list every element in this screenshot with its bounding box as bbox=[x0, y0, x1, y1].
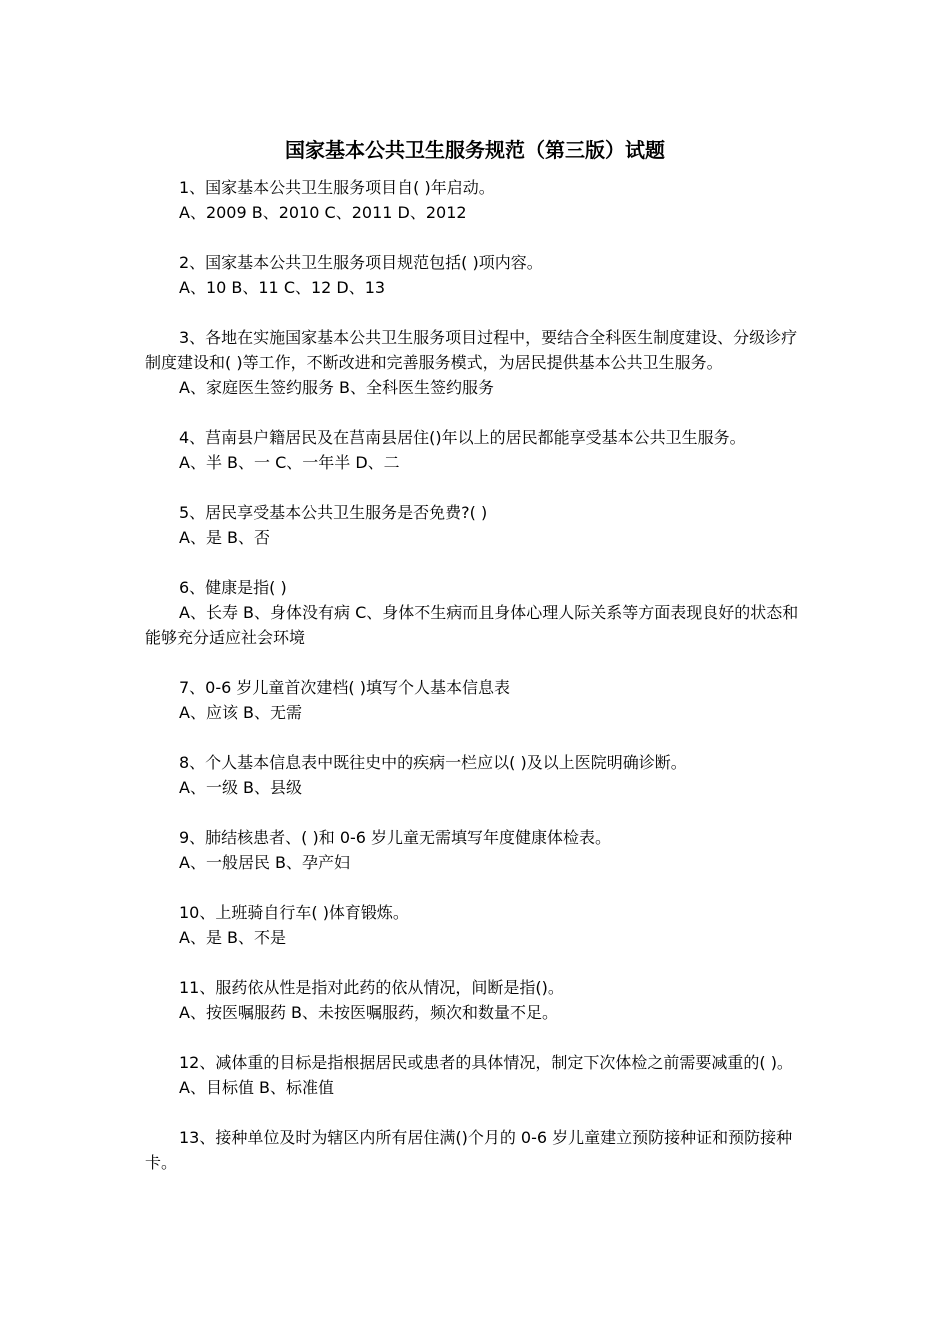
question-options: A、是 B、否 bbox=[179, 528, 271, 547]
question-item bbox=[145, 325, 810, 400]
question-options: A、目标值 B、标准值 bbox=[179, 1078, 335, 1097]
question-options: A、一级 B、县级 bbox=[179, 778, 303, 797]
question-options: A、是 B、不是 bbox=[179, 928, 287, 947]
question-options: A、家庭医生签约服务 B、全科医生签约服务 bbox=[179, 378, 495, 397]
question-text: 8、个人基本信息表中既往史中的疾病一栏应以( )及以上医院明确诊断。 bbox=[179, 753, 687, 772]
page-title: 国家基本公共卫生服务规范（第三版）试题 bbox=[285, 138, 665, 162]
question-item bbox=[145, 250, 810, 300]
question-options: A、按医嘱服药 B、未按医嘱服药，频次和数量不足。 bbox=[179, 1003, 559, 1022]
question-item bbox=[145, 825, 810, 875]
question-item bbox=[145, 900, 810, 950]
question-text: 7、0-6 岁儿童首次建档( )填写个人基本信息表 bbox=[179, 678, 510, 697]
question-item bbox=[145, 1050, 810, 1100]
question-options: A、应该 B、无需 bbox=[179, 703, 303, 722]
question-text: 12、减体重的目标是指根据居民或患者的具体情况，制定下次体检之前需要减重的( )。 bbox=[179, 1053, 793, 1072]
question-text: 6、健康是指( ) bbox=[179, 578, 287, 597]
question-text: 3、各地在实施国家基本公共卫生服务项目过程中，要结合全科医生制度建设、分级诊疗制度建设和( )等工作，不断改进和完善服务模式，为居民提供基本公共卫生服务。 bbox=[145, 328, 798, 372]
question-text: 5、居民享受基本公共卫生服务是否免费?( ) bbox=[179, 503, 488, 522]
question-text: 1、国家基本公共卫生服务项目自( )年启动。 bbox=[179, 178, 495, 197]
question-options: A、长寿 B、身体没有病 C、身体不生病而且身体心理人际关系等方面表现良好的状态和能够充分适应社会环境 bbox=[145, 603, 799, 647]
question-item bbox=[145, 975, 810, 1025]
question-options: A、2009 B、2010 C、2011 D、2012 bbox=[179, 203, 467, 222]
question-item bbox=[145, 750, 810, 800]
question-options: A、一般居民 B、孕产妇 bbox=[179, 853, 351, 872]
question-item bbox=[145, 1125, 810, 1175]
question-list bbox=[145, 175, 810, 1200]
question-text: 13、接种单位及时为辖区内所有居住满()个月的 0-6 岁儿童建立预防接种证和预防接种卡。 bbox=[145, 1128, 793, 1172]
question-text: 9、肺结核患者、( )和 0-6 岁儿童无需填写年度健康体检表。 bbox=[179, 828, 612, 847]
question-item bbox=[145, 575, 810, 650]
question-item bbox=[145, 500, 810, 550]
question-options: A、半 B、一 C、一年半 D、二 bbox=[179, 453, 400, 472]
question-item bbox=[145, 425, 810, 475]
question-item bbox=[145, 675, 810, 725]
question-text: 10、上班骑自行车( )体育锻炼。 bbox=[179, 903, 409, 922]
question-item bbox=[145, 175, 810, 225]
question-text: 11、服药依从性是指对此药的依从情况，间断是指()。 bbox=[179, 978, 564, 997]
question-text: 4、莒南县户籍居民及在莒南县居住()年以上的居民都能享受基本公共卫生服务。 bbox=[179, 428, 746, 447]
question-options: A、10 B、11 C、12 D、13 bbox=[179, 278, 386, 297]
question-text: 2、国家基本公共卫生服务项目规范包括( )项内容。 bbox=[179, 253, 543, 272]
